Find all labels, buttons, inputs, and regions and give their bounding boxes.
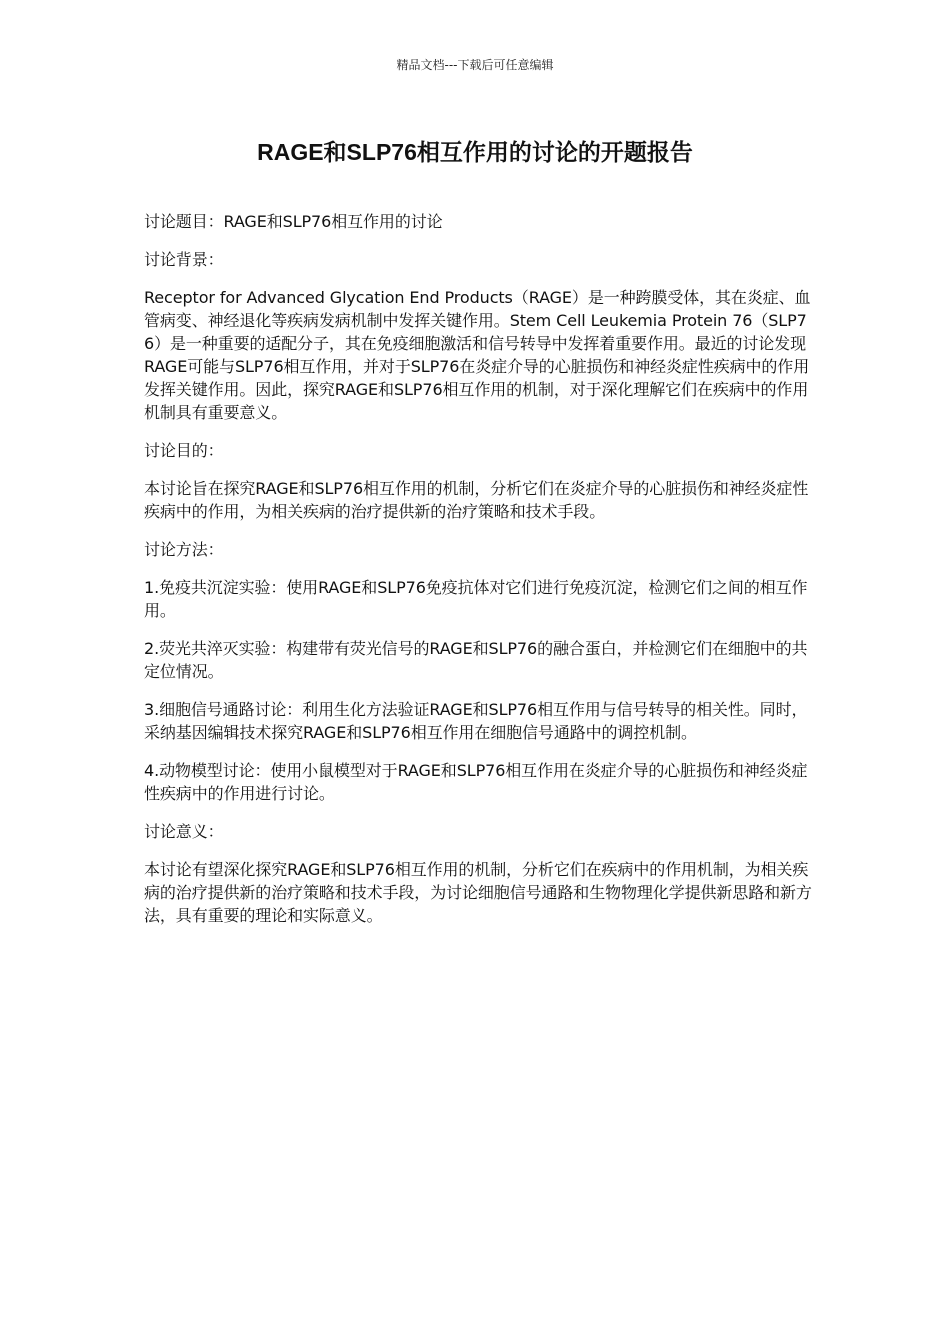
document-title: RAGE和SLP76相互作用的讨论的开题报告 — [257, 139, 693, 165]
method-item-3: 3.细胞信号通路讨论：利用生化方法验证RAGE和SLP76相互作用与信号转导的相关性。同时，采纳基因编辑技术探究RAGE和SLP76相互作用在细胞信号通路中的调控机制。 — [144, 700, 808, 742]
purpose-paragraph: 本讨论旨在探究RAGE和SLP76相互作用的机制，分析它们在炎症介导的心脏损伤和神经炎症性疾病中的作用，为相关疾病的治疗提供新的治疗策略和技术手段。 — [144, 479, 809, 521]
significance-paragraph: 本讨论有望深化探究RAGE和SLP76相互作用的机制，分析它们在疾病中的作用机制，为相关疾病的治疗提供新的治疗策略和技术手段，为讨论细胞信号通路和生物物理化学提供新思路和新方法，具有重要的理论和实际意义。 — [144, 860, 812, 925]
method-item-1: 1.免疫共沉淀实验：使用RAGE和SLP76免疫抗体对它们进行免疫沉淀，检测它们之间的相互作用。 — [144, 578, 808, 620]
header-watermark: 精品文档---下载后可任意编辑 — [396, 58, 554, 72]
background-paragraph: Receptor for Advanced Glycation End Products（RAGE）是一种跨膜受体，其在炎症、血管病变、神经退化等疾病发病机制中发挥关键作用。Stem Cell Leukemia Protein 76（SLP76）是一种重要的适配分子，其在免疫细胞激活和信号转导中发挥着重要作用。最近的讨论发现RAGE可能与SLP76相互作用，并对于SLP76在炎症介导的心脏损伤和神经炎症性疾病中的作用发挥关键作用。因此，探究RAGE和SLP76相互作用的机制，对于深化理解它们在疾病中的作用机制具有重要意义。 — [144, 288, 811, 422]
significance-heading: 讨论意义： — [144, 822, 224, 841]
method-item-4: 4.动物模型讨论：使用小鼠模型对于RAGE和SLP76相互作用在炎症介导的心脏损伤和神经炎症性疾病中的作用进行讨论。 — [144, 761, 808, 803]
topic-paragraph: 讨论题目：RAGE和SLP76相互作用的讨论 — [144, 212, 443, 231]
methods-heading: 讨论方法： — [144, 540, 224, 559]
method-item-2: 2.荧光共淬灭实验：构建带有荧光信号的RAGE和SLP76的融合蛋白，并检测它们在细胞中的共定位情况。 — [144, 639, 808, 681]
purpose-heading: 讨论目的： — [144, 441, 224, 460]
background-heading: 讨论背景： — [144, 250, 224, 269]
document-body — [144, 210, 812, 942]
